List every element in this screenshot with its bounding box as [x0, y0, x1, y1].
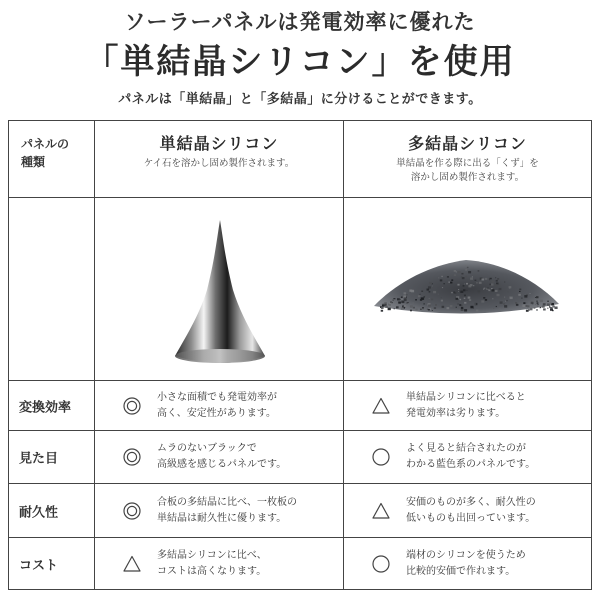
- poly-title: 多結晶シリコン: [408, 134, 527, 153]
- poly-image-cell: [344, 198, 591, 380]
- pile-grain: [549, 302, 551, 304]
- pile-grain: [447, 276, 449, 278]
- poly-cell: [344, 538, 591, 589]
- cell-text-line-2: 発電効率は劣ります。: [406, 407, 506, 419]
- pile-grain: [526, 303, 527, 304]
- pile-grain: [467, 267, 469, 268]
- pile-grain: [418, 295, 421, 297]
- pile-grain: [427, 309, 428, 310]
- pile-grain: [495, 290, 498, 292]
- cell-text-line-2: コストは高くなります。: [157, 565, 267, 577]
- pile-grain: [522, 305, 525, 307]
- pile-grain: [483, 289, 484, 290]
- cell-text-line-2: 単結晶は耐久性に優ります。: [157, 512, 287, 524]
- pile-grain: [393, 298, 394, 299]
- pile-grain: [550, 307, 552, 309]
- row-label-appearance: 見た目: [19, 451, 59, 467]
- pile-grain: [389, 303, 391, 304]
- pile-grain: [447, 307, 450, 309]
- pile-grain: [429, 282, 432, 284]
- pile-grain: [464, 284, 465, 285]
- mono-description: [95, 157, 343, 171]
- pile-grain: [492, 298, 493, 299]
- comparison-table: [8, 120, 592, 590]
- pile-grain: [398, 302, 401, 304]
- pile-grain: [465, 269, 467, 271]
- mono-header-cell: [95, 121, 344, 197]
- pile-grain: [409, 290, 412, 292]
- pile-grain: [457, 284, 459, 286]
- row-label-durability: 耐久性: [19, 505, 59, 520]
- pile-grain: [493, 308, 494, 309]
- pile-grain: [384, 304, 386, 306]
- pile-grain: [531, 302, 534, 304]
- pile-grain: [530, 308, 533, 310]
- pile-grain: [390, 301, 392, 303]
- pile-grain: [537, 304, 538, 305]
- double-circle-icon: [123, 502, 141, 520]
- pile-grain: [461, 276, 463, 277]
- mono-cell: [95, 484, 344, 537]
- pile-grain: [498, 284, 500, 286]
- silicon-ingot-cone-image: [95, 198, 343, 380]
- pile-grain: [448, 282, 450, 283]
- pile-grain: [543, 308, 546, 310]
- pile-grain: [413, 309, 415, 310]
- pile-grain: [518, 294, 521, 296]
- cell-text: [157, 441, 337, 473]
- pile-grain: [461, 307, 463, 309]
- pile-grain: [410, 310, 412, 312]
- pile-grain: [450, 305, 453, 307]
- headline-line-1: ソーラーパネルは発電効率に優れた: [124, 10, 476, 34]
- cell-text: [406, 548, 586, 580]
- pile-grain: [441, 300, 443, 302]
- pile-grain: [470, 284, 473, 286]
- cell-text-line-2: 比較的安価で作れます。: [406, 565, 516, 577]
- pile-grain: [482, 279, 485, 281]
- pile-grain: [536, 301, 538, 302]
- pile-grain: [479, 282, 482, 284]
- pile-grain: [535, 297, 536, 298]
- pile-grain: [415, 309, 417, 311]
- pile-grain: [464, 302, 466, 304]
- pile-grain: [504, 305, 507, 308]
- pile-grain: [451, 279, 453, 281]
- pile-grain: [506, 300, 508, 301]
- pile-grain: [478, 270, 480, 271]
- pile-grain: [497, 278, 499, 280]
- pile-grain: [463, 289, 466, 291]
- pile-grain: [468, 271, 471, 273]
- pile-grain: [491, 281, 494, 283]
- pile-grain: [553, 306, 554, 307]
- pile-grain: [515, 302, 517, 304]
- pile-grain: [519, 289, 521, 291]
- pile-grain: [460, 291, 463, 293]
- circle-icon: [372, 555, 390, 573]
- pile-grain: [422, 307, 424, 309]
- mono-cell: [95, 538, 344, 589]
- pile-grain: [388, 308, 391, 311]
- pile-grain: [453, 292, 455, 293]
- pile-grain: [540, 300, 543, 302]
- pile-grain: [465, 276, 467, 278]
- pile-grain: [451, 292, 453, 293]
- pile-grain: [440, 279, 443, 281]
- pile-grain: [549, 306, 550, 307]
- pile-grain: [504, 297, 505, 298]
- pile-grain: [496, 280, 498, 282]
- pile-grain: [508, 291, 509, 292]
- pile-grain: [464, 309, 467, 311]
- pile-grain: [421, 291, 423, 293]
- triangle-icon: [123, 555, 141, 573]
- poly-header-cell: [344, 121, 591, 197]
- mono-desc-line-1: ケイ石を溶かし固め製作されます。: [143, 158, 295, 169]
- pile-grain: [425, 296, 426, 297]
- pile-grain: [540, 307, 541, 308]
- pile-grain: [434, 307, 436, 309]
- pile-grain: [504, 282, 505, 283]
- pile-grain: [429, 298, 430, 299]
- pile-grain: [458, 271, 461, 274]
- pile-grain: [428, 304, 431, 306]
- pile-grain: [404, 292, 407, 294]
- cell-text: [406, 441, 586, 473]
- pile-grain: [483, 297, 485, 299]
- pile-grain: [438, 277, 439, 278]
- poly-cell: [344, 381, 591, 430]
- table-row: [9, 538, 591, 589]
- row-label-cost: コスト: [19, 558, 59, 573]
- pile-grain: [521, 298, 522, 299]
- pile-grain: [535, 304, 536, 305]
- image-row-label-cell: [9, 198, 95, 380]
- headline-line-2: 「単結晶シリコン」を使用: [84, 42, 516, 82]
- pile-grain: [454, 270, 456, 272]
- pile-grain: [420, 309, 422, 310]
- pile-grain: [523, 302, 525, 304]
- poly-cell: [344, 484, 591, 537]
- pile-grain: [547, 308, 548, 309]
- pile-grain: [468, 297, 471, 299]
- pile-grain: [419, 294, 420, 295]
- pile-grain: [461, 309, 464, 311]
- pile-grain: [458, 291, 459, 292]
- row-label-efficiency: 変換効率: [19, 400, 72, 415]
- poly-cell: [344, 431, 591, 483]
- pile-grain: [458, 289, 459, 290]
- table-row: [9, 381, 591, 431]
- pile-grain: [494, 284, 497, 287]
- pile-grain: [489, 279, 490, 280]
- pile-grain: [489, 278, 490, 279]
- double-circle-icon: [123, 448, 141, 466]
- pile-grain: [454, 274, 456, 276]
- pile-grain: [470, 278, 473, 280]
- pile-grain: [400, 299, 401, 300]
- pile-grain: [475, 280, 477, 281]
- pile-grain: [441, 276, 443, 277]
- type-label: [21, 135, 91, 171]
- triangle-icon: [372, 397, 390, 415]
- pile-grain: [516, 304, 519, 306]
- pile-grain: [393, 300, 394, 301]
- pile-grain: [421, 297, 424, 300]
- cell-text-line-1: 単結晶シリコンに比べると: [406, 391, 526, 403]
- pile-grain: [466, 290, 467, 291]
- pile-grain: [550, 309, 552, 310]
- pile-grain: [428, 286, 431, 288]
- pile-grain: [520, 303, 521, 304]
- row-label-cell: [9, 484, 95, 537]
- pile-grain: [500, 301, 503, 303]
- pile-grain: [397, 298, 400, 300]
- pile-grain: [422, 309, 424, 310]
- pile-grain: [413, 307, 415, 309]
- table-row: [9, 484, 591, 538]
- pile-grain: [443, 283, 445, 284]
- mono-image-cell: [95, 198, 344, 380]
- type-label-line-2: 種類: [21, 155, 46, 169]
- cell-text-line-1: 多結晶シリコンに比べ、: [157, 549, 267, 561]
- pile-grain: [381, 307, 384, 309]
- pile-grain: [427, 289, 430, 291]
- pile-grain: [450, 282, 452, 284]
- pile-grain: [415, 299, 417, 300]
- pile-grain: [401, 307, 404, 309]
- pile-grain: [527, 305, 530, 307]
- cell-text-line-1: 安価のものが多く、耐久性の: [406, 496, 536, 508]
- pile-grain: [469, 299, 471, 301]
- cell-text-line-1: 小さな面積でも発電効率が: [157, 391, 277, 403]
- table-image-row: [9, 198, 591, 381]
- pile-grain: [410, 305, 413, 307]
- pile-grain: [547, 304, 550, 306]
- pile-grain: [543, 303, 546, 305]
- pile-grain: [442, 287, 443, 288]
- pile-grain: [488, 290, 490, 292]
- cell-text-line-2: 高級感を感じるパネルです。: [157, 459, 287, 470]
- pile-grain: [496, 306, 498, 307]
- pile-grain: [413, 295, 414, 296]
- cell-text-line-1: 合板の多結晶に比べ、一枚板の: [157, 496, 297, 508]
- row-label-cell: [9, 538, 95, 589]
- pile-grain: [432, 286, 433, 287]
- pile-grain: [547, 301, 549, 302]
- pile-grain: [428, 309, 430, 311]
- pile-grain: [424, 296, 425, 297]
- pile-grain: [473, 285, 474, 286]
- pile-grain: [401, 298, 403, 300]
- silicon-scrap-pile-image: [344, 198, 591, 380]
- cell-text: [157, 390, 337, 422]
- mono-cell: [95, 431, 344, 483]
- pile-grain: [407, 302, 408, 303]
- pile-grain: [464, 298, 466, 299]
- pile-grain: [536, 296, 539, 298]
- pile-grain: [528, 309, 530, 311]
- pile-grain: [487, 288, 488, 289]
- mono-cell: [95, 381, 344, 430]
- pile-grain: [441, 297, 442, 298]
- pile-grain: [403, 295, 406, 297]
- cell-text: [406, 390, 586, 422]
- row-label-cell: [9, 381, 95, 430]
- pile-grain: [466, 283, 468, 285]
- pile-grain: [459, 304, 461, 306]
- pile-grain: [461, 273, 463, 275]
- pile-grain: [435, 304, 437, 306]
- cell-text-line-2: 低いものも出回っています。: [406, 512, 536, 524]
- pile-grain: [542, 306, 545, 308]
- pile-grain: [459, 299, 461, 300]
- pile-grain: [485, 278, 488, 280]
- pile-grain: [530, 293, 531, 294]
- pile-grain: [537, 305, 539, 306]
- pile-grain: [476, 310, 478, 312]
- pile-grain: [536, 309, 538, 311]
- pile-grain: [472, 276, 473, 277]
- pile-grain: [442, 306, 445, 308]
- pile-grain: [394, 308, 395, 309]
- pile-grain: [505, 301, 506, 302]
- triangle-icon: [372, 502, 390, 520]
- cell-text: [406, 495, 586, 527]
- table-row: [9, 431, 591, 484]
- pile-grain: [401, 297, 403, 298]
- double-circle-icon: [123, 397, 141, 415]
- pile-grain: [478, 292, 479, 293]
- pile-grain: [385, 306, 388, 308]
- pile-grain: [509, 286, 512, 288]
- cell-text: [157, 495, 337, 527]
- pile-grain: [499, 308, 500, 309]
- pile-grain: [476, 282, 477, 283]
- pile-grain: [503, 303, 505, 305]
- pile-grain: [464, 295, 466, 297]
- pile-grain: [529, 306, 531, 308]
- circle-icon: [372, 448, 390, 466]
- poly-desc-line-2: 溶かし固め製作されます。: [410, 172, 525, 183]
- poly-description: [344, 157, 591, 185]
- pile-grain: [555, 307, 558, 310]
- pile-grain: [404, 305, 406, 307]
- pile-grain: [424, 303, 425, 304]
- pile-grain: [485, 299, 487, 301]
- pile-grain: [519, 291, 520, 292]
- subheadline: パネルは「単結晶」と「多結晶」に分けることができます。: [118, 92, 482, 107]
- pile-grain: [404, 299, 407, 301]
- cell-text: [157, 548, 337, 580]
- pile-grain: [396, 306, 399, 308]
- cell-text-line-1: ムラのないブラックで: [157, 443, 257, 454]
- row-label-cell: [9, 431, 95, 483]
- pile-grain: [381, 310, 383, 312]
- pile-grain: [551, 305, 552, 306]
- pile-grain: [465, 265, 466, 266]
- pile-grain: [491, 283, 494, 285]
- pile-grain: [431, 299, 433, 301]
- cell-text-line-1: 端材のシリコンを使うため: [406, 549, 526, 561]
- table-header-row: [9, 121, 591, 198]
- pile-grain: [475, 303, 477, 304]
- pile-grain: [537, 302, 539, 303]
- pile-grain: [481, 300, 484, 302]
- pile-grain: [432, 310, 433, 311]
- pile-grain: [406, 294, 408, 295]
- poly-desc-line-1: 単結晶を作る際に出る「くず」を: [396, 158, 539, 169]
- pile-grain: [383, 304, 384, 305]
- pile-grain: [457, 303, 459, 305]
- cell-text-line-2: 高く、安定性があります。: [157, 407, 276, 419]
- type-label-line-1: パネルの: [21, 137, 70, 151]
- pile-grain: [499, 288, 502, 290]
- pile-grain: [478, 290, 481, 292]
- type-label-cell: [9, 121, 95, 197]
- cell-text-line-1: よく見ると結合されたのが: [406, 443, 526, 454]
- pile-grain: [524, 295, 527, 298]
- pile-grain: [429, 291, 431, 292]
- pile-grain: [492, 289, 495, 291]
- pile-grain: [510, 297, 513, 300]
- pile-grain: [509, 308, 510, 309]
- pile-grain: [412, 303, 414, 304]
- pile-grain: [456, 307, 457, 308]
- mono-title: 単結晶シリコン: [159, 134, 279, 153]
- pile-grain: [495, 277, 496, 278]
- pile-grain: [470, 306, 473, 309]
- pile-grain: [497, 294, 500, 296]
- pile-grain: [552, 310, 554, 311]
- pile-grain: [438, 294, 439, 295]
- pile-grain: [433, 291, 436, 293]
- pile-grain: [463, 285, 465, 287]
- pile-grain: [456, 298, 459, 300]
- cell-text-line-2: わかる藍色系のパネルです。: [406, 459, 536, 470]
- pile-grain: [534, 307, 536, 309]
